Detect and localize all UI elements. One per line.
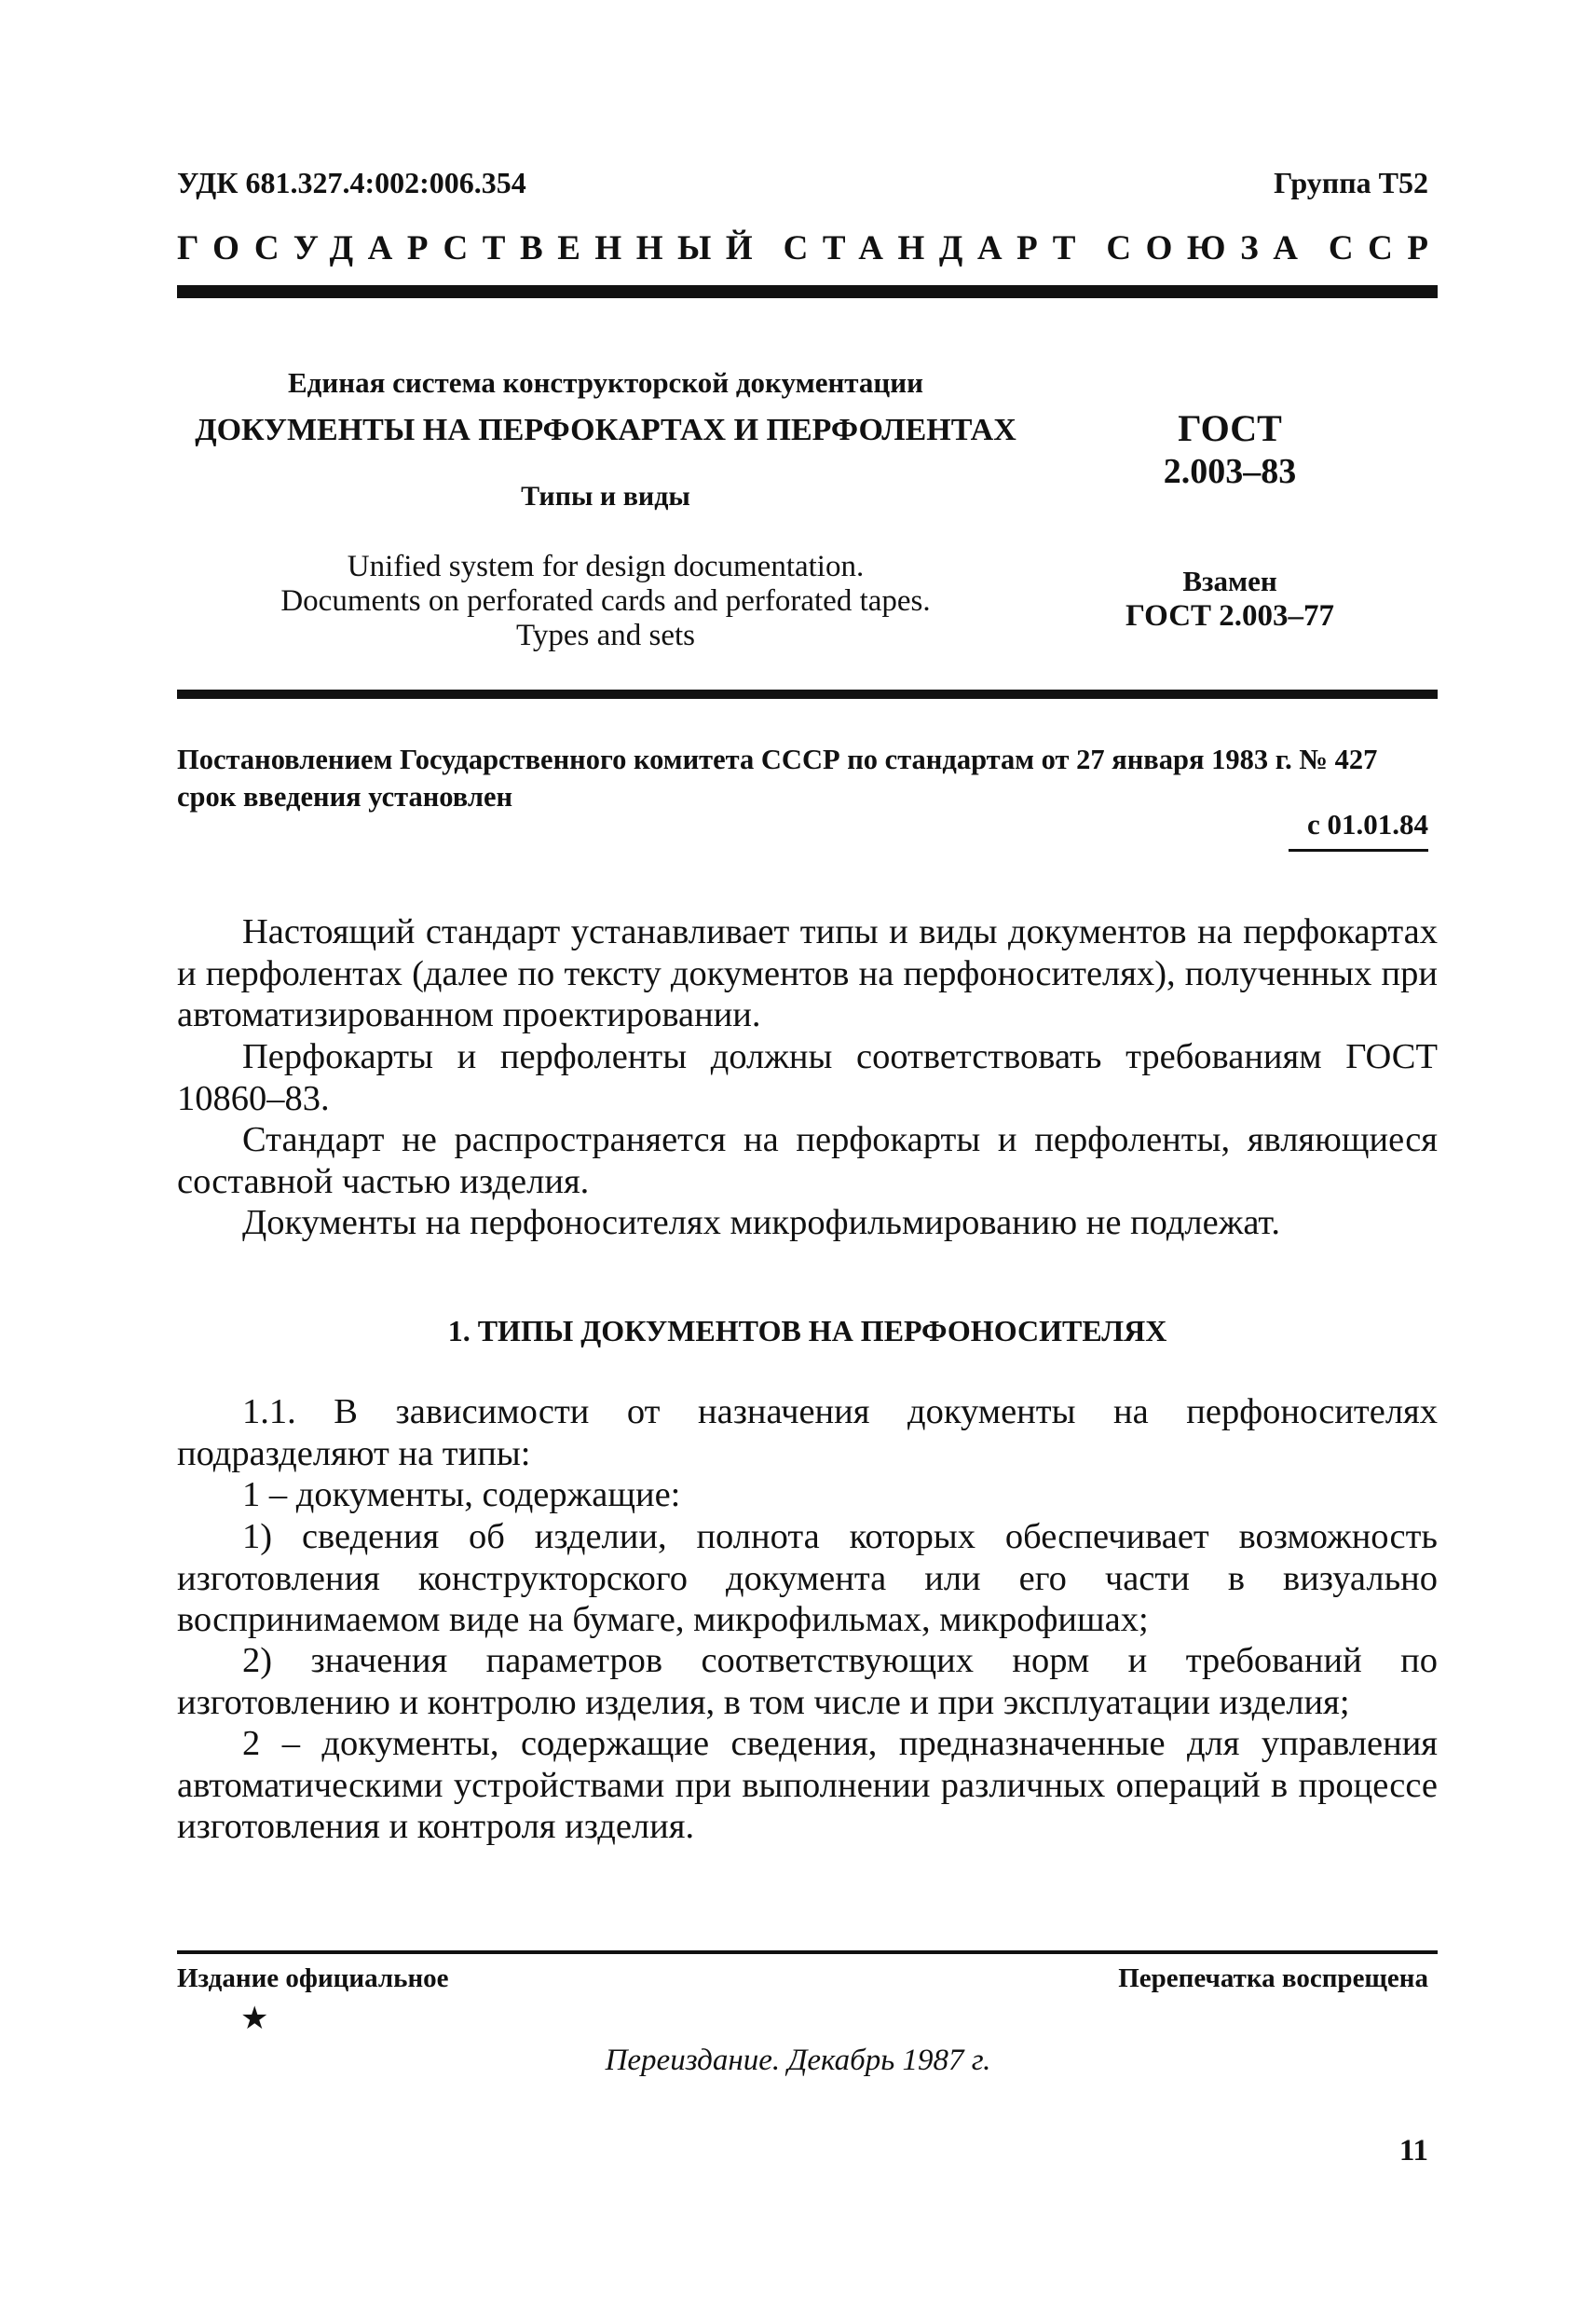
section-paragraph: 1) сведения об изделии, полнота которых обеспечивает возможность изготовления конструкторского документа или его части в визуально воспринимаемом виде на бумаге, микрофильмах, микрофишах;: [177, 1517, 1438, 1639]
document-subtitle: Типы и виды: [521, 481, 690, 512]
footer-divider: [177, 1950, 1438, 1954]
official-edition-label: Издание официальное: [177, 1963, 449, 1993]
replaces-number: ГОСТ 2.003–77: [1125, 599, 1335, 633]
section-heading: 1. ТИПЫ ДОКУМЕНТОВ НА ПЕРФОНОСИТЕЛЯХ: [447, 1314, 1167, 1347]
document-title: ДОКУМЕНТЫ НА ПЕРФОКАРТАХ И ПЕРФОЛЕНТАХ: [195, 413, 1016, 447]
gost-label: ГОСТ: [1178, 407, 1282, 449]
state-standard-word: ГОСУДАРСТВЕННЫЙ: [177, 229, 768, 267]
section-paragraph: 2 – документы, содержащие сведения, предназначенные для управления автоматическими устройствами при выполнении различных операций в процессе изготовления и контроля изделия.: [177, 1724, 1438, 1846]
intro-paragraph: Стандарт не распространяется на перфокарты и перфоленты, являющиеся составной частью изделия.: [177, 1120, 1438, 1201]
gost-number: 2.003–83: [1163, 452, 1297, 491]
state-standard-heading: [177, 228, 1443, 268]
middle-divider: [177, 690, 1438, 699]
page-number: 11: [1398, 2134, 1428, 2167]
english-title-line: Types and sets: [516, 619, 695, 652]
intro-paragraph: Настоящий стандарт устанавливает типы и виды документов на перфокартах и перфолентах (далее по тексту документов на перфоносителях), полученных при автоматизированном проектировании.: [177, 912, 1438, 1034]
intro-paragraph: Перфокарты и перфоленты должны соответствовать требованиям ГОСТ 10860–83.: [177, 1037, 1438, 1118]
star-icon: ★: [240, 2002, 269, 2036]
effective-date: с 01.01.84: [1289, 808, 1428, 852]
state-standard-word: СТАНДАРТ: [783, 229, 1090, 267]
group-code: Группа Т52: [1274, 166, 1428, 199]
state-standard-word: СОЮЗА: [1106, 229, 1313, 267]
udk-code: УДК 681.327.4:002:006.354: [177, 166, 526, 199]
section-paragraph: 1 – документы, содержащие:: [242, 1475, 681, 1514]
english-title: [177, 550, 1034, 653]
section-paragraph: 1.1. В зависимости от назначения документы на перфоносителях подразделяют на типы:: [177, 1392, 1438, 1473]
top-divider: [177, 285, 1438, 298]
section-paragraph: 2) значения параметров соответствующих норм и требований по изготовлению и контролю изделия, в том числе и при эксплуатации изделия;: [177, 1641, 1438, 1722]
reissue-note: Переиздание. Декабрь 1987 г.: [605, 2044, 991, 2077]
intro-paragraph: Документы на перфоносителях микрофильмированию не подлежат.: [242, 1203, 1280, 1242]
english-title-line: Documents on perforated cards and perforated tapes.: [280, 584, 931, 618]
english-title-line: Unified system for design documentation.: [347, 550, 865, 583]
system-name: Единая система конструкторской документации: [288, 366, 923, 399]
replaces-label: Взамен: [1182, 565, 1277, 597]
decree-text: Постановлением Государственного комитета СССР по стандартам от 27 января 1983 г. № 427 срок введения установлен: [177, 744, 1378, 813]
state-standard-word: ССР: [1328, 229, 1443, 267]
reprint-prohibited-label: Перепечатка воспрещена: [1118, 1963, 1428, 1993]
